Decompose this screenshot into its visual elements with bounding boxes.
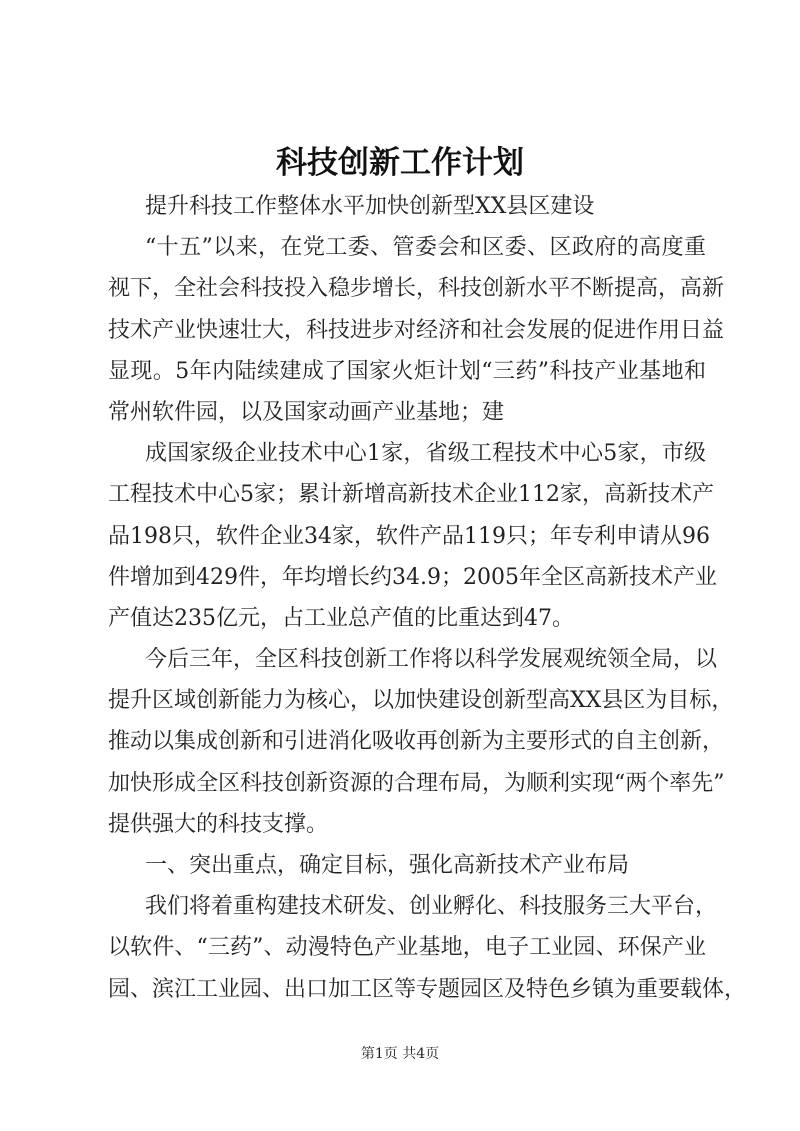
text-line: 常州软件园，以及国家动画产业基地；建 — [108, 399, 505, 425]
text-line: “十五”以来，在党工委、管委会和区委、区政府的高度重 — [145, 235, 706, 261]
paragraph — [108, 886, 747, 1010]
text-line: 提升科技工作整体水平加快创新型XX县区建设 — [145, 194, 595, 219]
text-line: 提供强大的科技支撑。 — [108, 811, 329, 837]
text-line: 成国家级企业技术中心1家，省级工程技术中心5家，市级 — [145, 441, 706, 467]
text-line: 显现。5年内陆续建成了国家火炬计划“三药”科技产业基地和 — [108, 358, 706, 384]
text-line: 技术产业快速壮大，科技进步对经济和社会发展的促进作用日益 — [108, 317, 725, 343]
page-footer: 第1页 共4页 — [360, 1046, 440, 1062]
paragraph — [108, 639, 734, 845]
text-line: 我们将着重构建技术研发、创业孵化、科技服务三大平台， — [145, 894, 718, 920]
paragraph — [108, 186, 706, 227]
text-line: 工程技术中心5家；累计新增高新技术企业112家，高新技术产 — [108, 482, 714, 508]
text-line: 视下，全社会科技投入稳步增长，科技创新水平不断提高，高新 — [108, 276, 725, 302]
text-line: 园、滨江工业园、出口加工区等专题园区及特色乡镇为重要载体， — [108, 976, 747, 1002]
paragraph — [108, 845, 706, 886]
text-line: 以软件、“三药”、动漫特色产业基地，电子工业园、环保产业 — [108, 935, 706, 961]
document-body — [108, 186, 747, 1010]
text-line: 推动以集成创新和引进消化吸收再创新为主要形式的自主创新， — [108, 729, 725, 755]
text-line: 产值达235亿元，占工业总产值的比重达到47。 — [108, 605, 574, 631]
paragraph — [108, 227, 725, 433]
text-line: 加快形成全区科技创新资源的合理布局，为顺利实现“两个率先” — [108, 770, 725, 796]
text-line: 提升区域创新能力为核心，以加快建设创新型高XX县区为目标， — [108, 688, 734, 714]
text-line: 品198只，软件企业34家，软件产品119只；年专利申请从96 — [108, 523, 710, 549]
document-title: 科技创新工作计划 — [276, 145, 524, 181]
text-line: 一、突出重点，确定目标，强化高新技术产业布局 — [145, 853, 630, 878]
paragraph — [108, 433, 717, 639]
text-line: 件增加到429件，年均增长约34.9；2005年全区高新技术产业 — [108, 564, 717, 590]
text-line: 今后三年，全区科技创新工作将以科学发展观统领全局，以 — [145, 647, 718, 673]
